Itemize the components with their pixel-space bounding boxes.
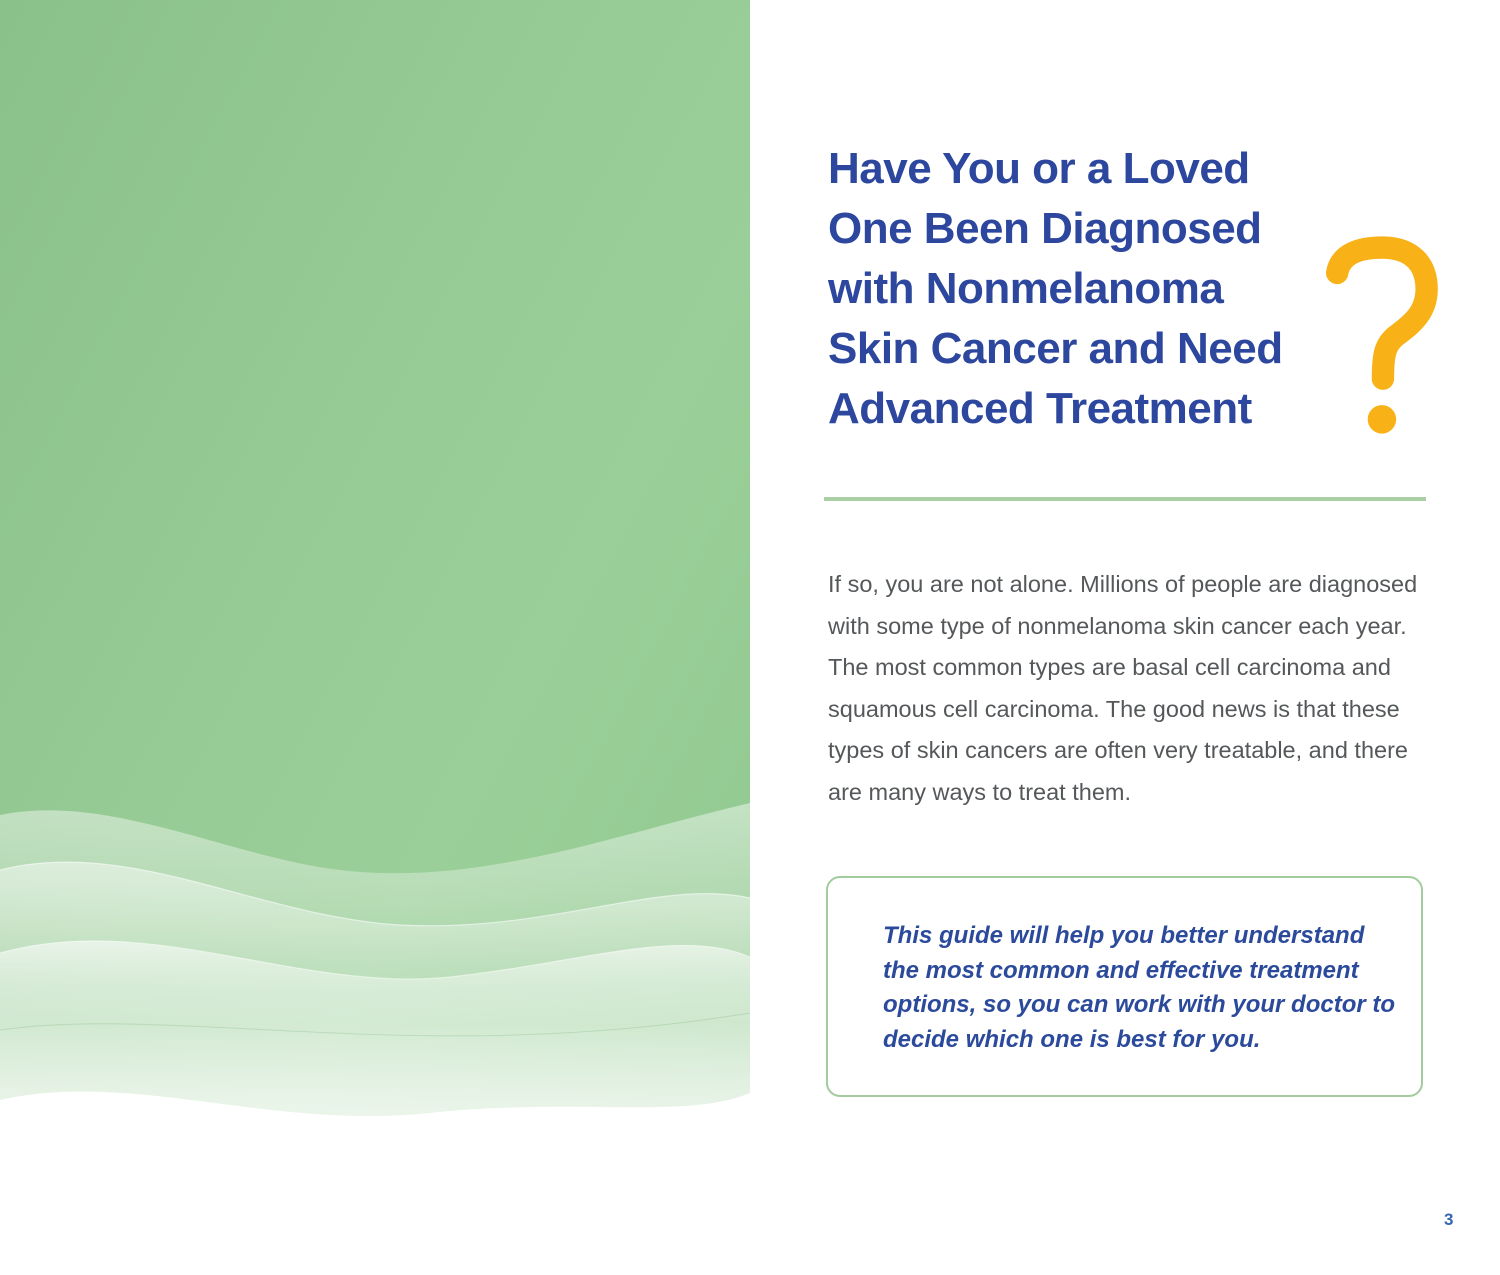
wave-decoration	[0, 775, 750, 1275]
page-title-line: with Nonmelanoma	[828, 264, 1224, 313]
intro-paragraph	[828, 564, 1417, 813]
page-title-line: Have You or a Loved	[828, 144, 1250, 193]
page-title-line: Skin Cancer and Need	[828, 324, 1283, 373]
callout-text-line: options, so you can work with your doctor to	[883, 991, 1396, 1019]
intro-paragraph-line: types of skin cancers are often very treatable, and there	[828, 737, 1408, 763]
callout-text-line: This guide will help you better understand	[883, 922, 1365, 949]
page-title-line: One Been Diagnosed	[828, 204, 1262, 253]
page-title	[828, 139, 1283, 439]
callout-box	[826, 876, 1423, 1097]
page-title-line: Advanced Treatment	[828, 384, 1252, 433]
divider-line	[824, 497, 1426, 501]
callout-text-line: decide which one is best for you.	[883, 1025, 1261, 1053]
intro-paragraph-line: If so, you are not alone. Millions of people are diagnosed	[828, 571, 1418, 597]
page-number: 3	[1444, 1210, 1454, 1229]
intro-paragraph-line: are many ways to treat them.	[828, 778, 1132, 805]
question-mark-icon	[1326, 236, 1448, 440]
callout-text-line: the most common and effective treatment	[883, 956, 1359, 984]
callout-text	[828, 878, 1421, 1057]
intro-paragraph-line: with some type of nonmelanoma skin cancer each year.	[828, 612, 1407, 639]
intro-paragraph-line: The most common types are basal cell carcinoma and	[828, 654, 1391, 680]
intro-paragraph-line: squamous cell carcinoma. The good news is that these	[828, 695, 1400, 722]
